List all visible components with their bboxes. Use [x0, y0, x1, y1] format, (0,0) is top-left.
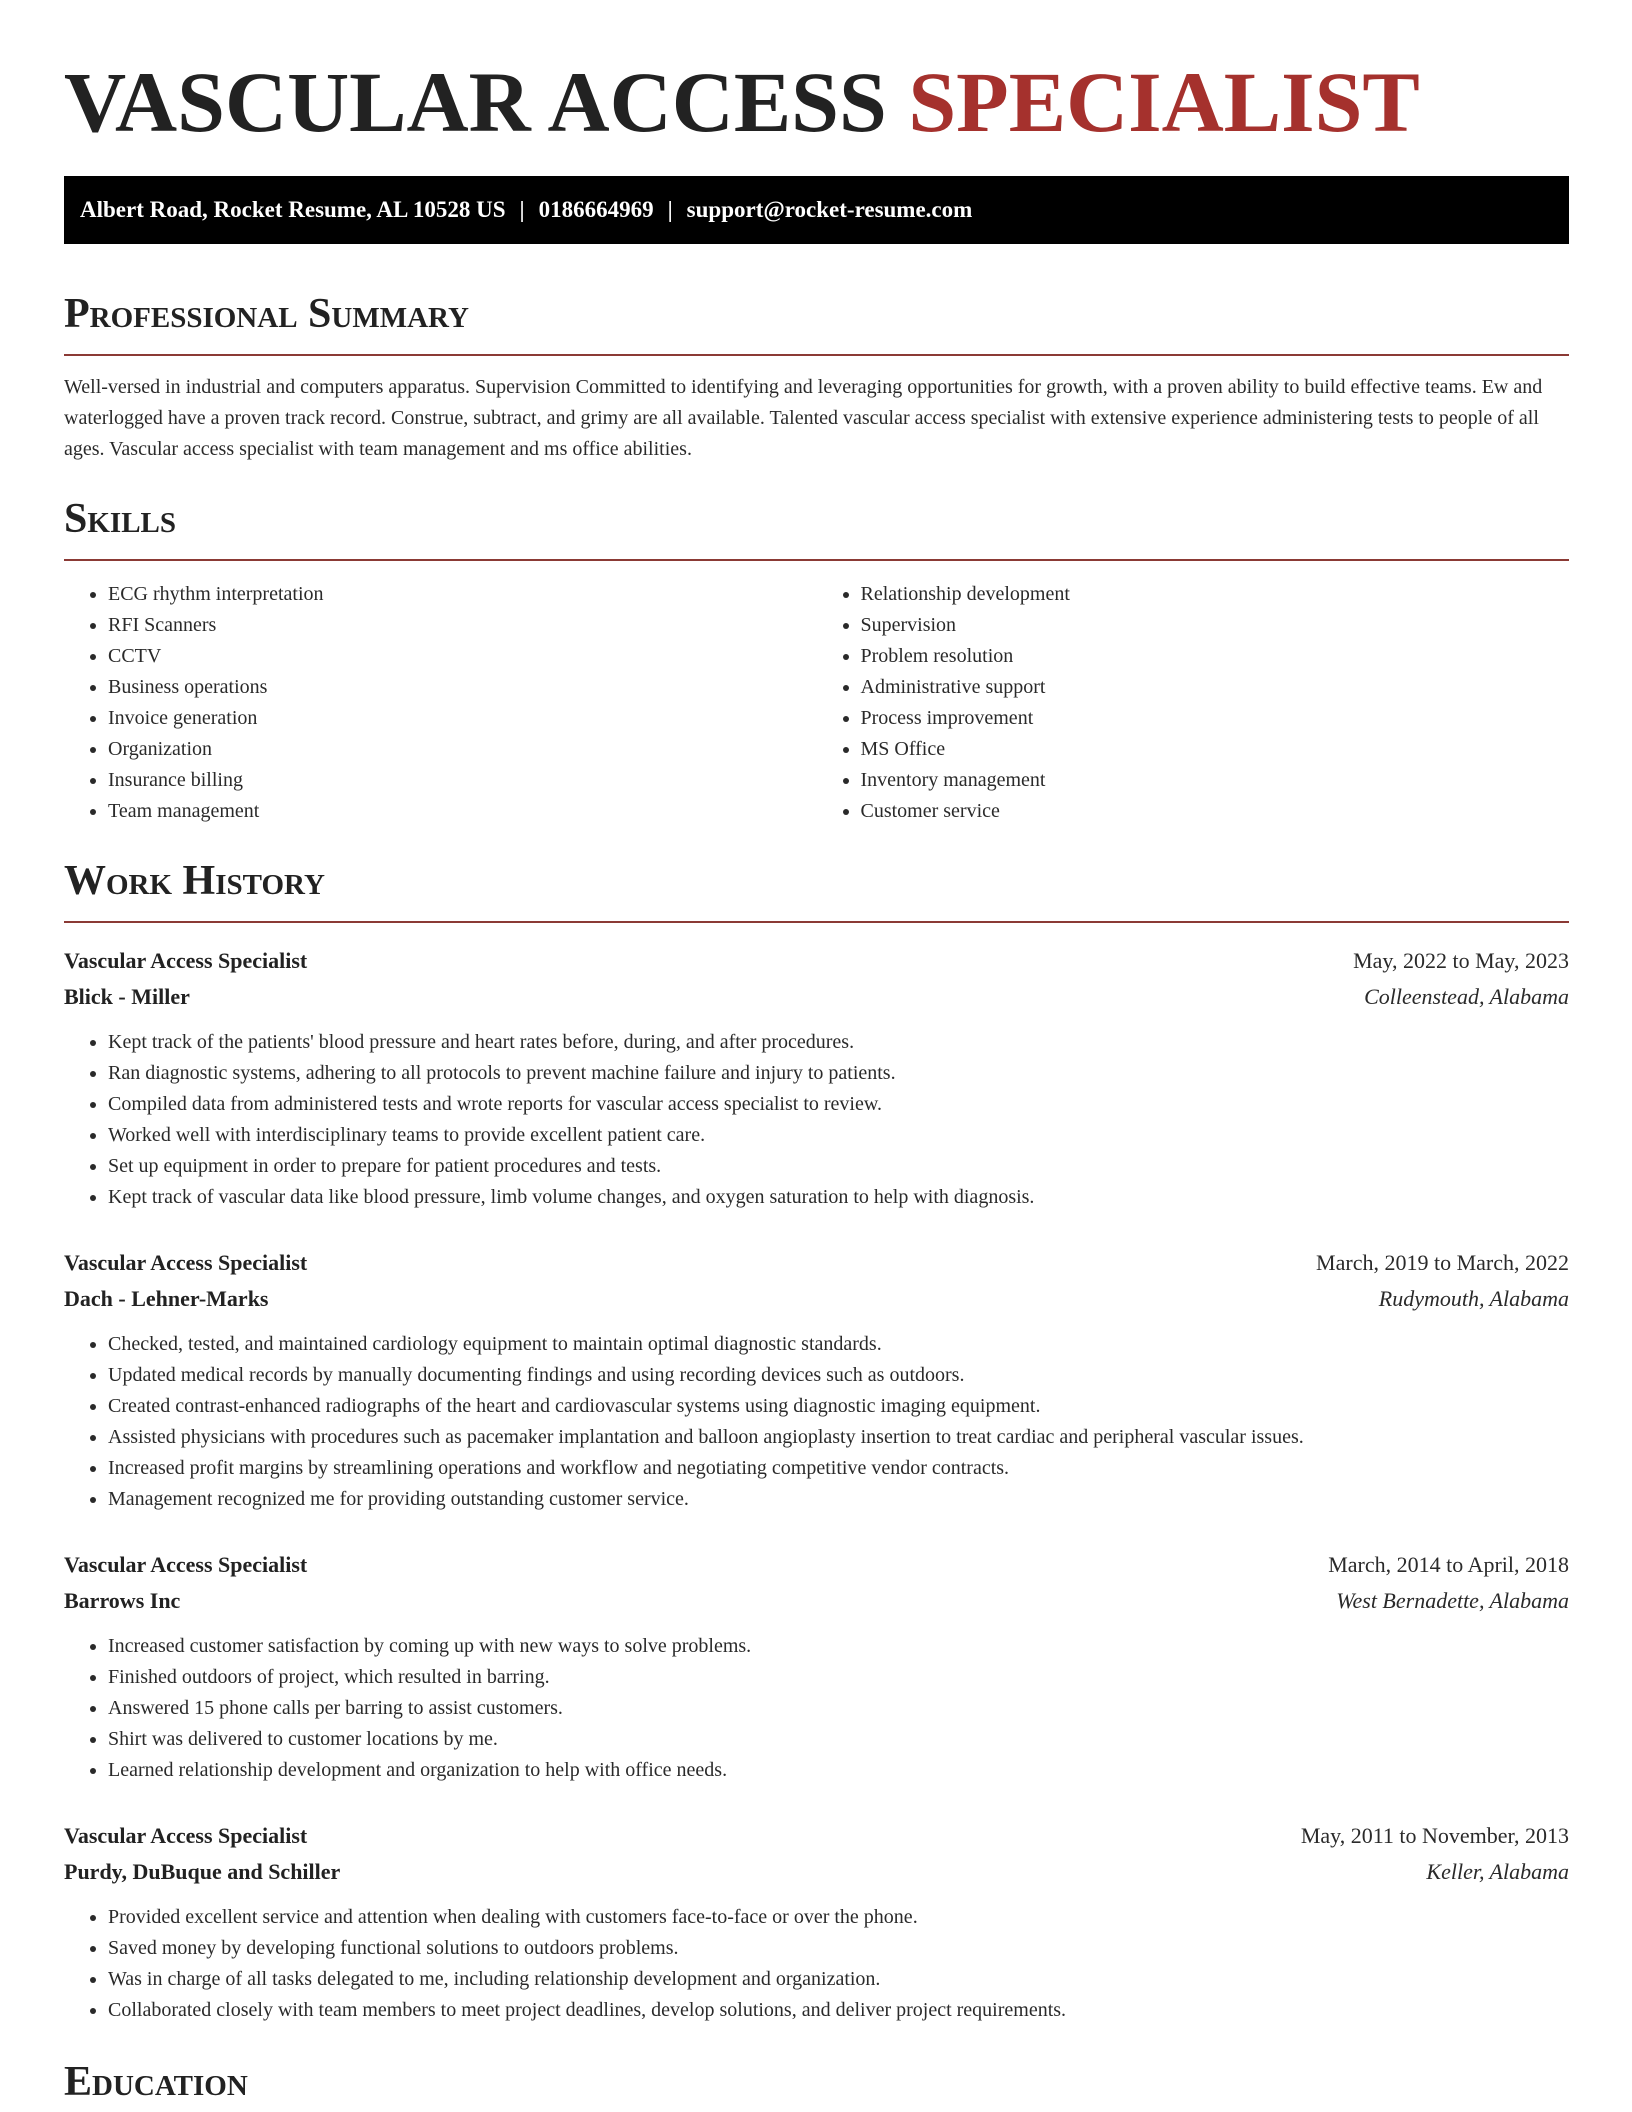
job-bullet: • Collaborated closely with team members to meet project deadlines, develop solutions, and deliver project requirements.	[108, 1995, 1569, 2026]
job-title: Vascular Access Specialist	[64, 948, 308, 973]
education-section	[64, 2056, 1569, 2108]
job-entry	[64, 1818, 1569, 2026]
job-bullets	[64, 1027, 1569, 1213]
title-accent: SPECIALIST	[908, 54, 1420, 150]
section-divider	[64, 559, 1569, 561]
education-heading: Education	[64, 2059, 248, 2105]
skills-list-left	[64, 579, 817, 827]
section-divider	[64, 354, 1569, 356]
skill-item: • Insurance billing	[108, 765, 817, 796]
contact-bar	[64, 176, 1569, 244]
job-header-row	[64, 1818, 1569, 1854]
job-entry	[64, 1245, 1569, 1515]
summary-text: Well-versed in industrial and computers apparatus. Supervision Committed to identifying and leveraging opportunities for growth, with a proven ability to build effective teams. Ew and waterlogged have a proven track record. Construe, subtract, and grimy are all available. Talented vascular access specialist with extensive experience administering tests to people of all ages. Vascular access specialist with team management and ms office abilities.	[64, 376, 1543, 460]
job-title: Vascular Access Specialist	[64, 1552, 308, 1577]
job-bullets	[64, 1902, 1569, 2026]
skill-item: • Administrative support	[861, 672, 1570, 703]
skill-item: • Team management	[108, 796, 817, 827]
skill-item: • ECG rhythm interpretation	[108, 579, 817, 610]
job-bullet: • Updated medical records by manually documenting findings and using recording devices such as outdoors.	[108, 1360, 1569, 1391]
skill-item: • Organization	[108, 734, 817, 765]
job-header-row	[64, 1547, 1569, 1583]
skill-item: • Business operations	[108, 672, 817, 703]
job-dates: March, 2014 to April, 2018	[1328, 1552, 1569, 1577]
contact-separator: |	[667, 197, 673, 222]
summary-section	[64, 288, 1569, 465]
skill-item: • CCTV	[108, 641, 817, 672]
skills-columns	[64, 579, 1569, 827]
job-dates: March, 2019 to March, 2022	[1316, 1250, 1569, 1275]
job-title: Vascular Access Specialist	[64, 1823, 308, 1848]
job-bullet: • Kept track of vascular data like blood pressure, limb volume changes, and oxygen saturation to help with diagnosis.	[108, 1182, 1569, 1213]
job-bullet: • Compiled data from administered tests and wrote reports for vascular access specialist to review.	[108, 1089, 1569, 1120]
jobs-list	[64, 943, 1569, 2026]
job-company: Barrows Inc	[64, 1588, 181, 1613]
job-company-row	[64, 979, 1569, 1015]
job-bullet: • Management recognized me for providing outstanding customer service.	[108, 1484, 1569, 1515]
job-bullet: • Saved money by developing functional solutions to outdoors problems.	[108, 1933, 1569, 1964]
contact-separator: |	[519, 197, 525, 222]
job-entry	[64, 1547, 1569, 1786]
job-header-row	[64, 1245, 1569, 1281]
contact-email[interactable]: support@rocket-resume.com	[686, 197, 973, 222]
skill-item: • Problem resolution	[861, 641, 1570, 672]
job-location: Colleenstead, Alabama	[1364, 984, 1569, 1009]
skill-item: • Process improvement	[861, 703, 1570, 734]
job-bullet: • Created contrast-enhanced radiographs of the heart and cardiovascular systems using diagnostic imaging equipment.	[108, 1391, 1569, 1422]
skill-item: • Supervision	[861, 610, 1570, 641]
skill-item: • Invoice generation	[108, 703, 817, 734]
job-location: Keller, Alabama	[1426, 1859, 1569, 1884]
job-company: Dach - Lehner-Marks	[64, 1286, 269, 1311]
job-location: Rudymouth, Alabama	[1378, 1286, 1569, 1311]
job-entry	[64, 943, 1569, 1213]
section-divider	[64, 921, 1569, 923]
job-bullet: • Provided excellent service and attention when dealing with customers face-to-face or over the phone.	[108, 1902, 1569, 1933]
job-bullet: • Increased customer satisfaction by coming up with new ways to solve problems.	[108, 1631, 1569, 1662]
job-bullet: • Worked well with interdisciplinary teams to provide excellent patient care.	[108, 1120, 1569, 1151]
job-bullet: • Checked, tested, and maintained cardiology equipment to maintain optimal diagnostic standards.	[108, 1329, 1569, 1360]
job-bullet: • Shirt was delivered to customer locations by me.	[108, 1724, 1569, 1755]
skill-item: • Customer service	[861, 796, 1570, 827]
skill-item: • MS Office	[861, 734, 1570, 765]
work-history-heading: Work History	[64, 858, 325, 904]
job-company-row	[64, 1281, 1569, 1317]
job-company: Purdy, DuBuque and Schiller	[64, 1859, 341, 1884]
job-company-row	[64, 1583, 1569, 1619]
contact-address: Albert Road, Rocket Resume, AL 10528 US	[80, 197, 506, 222]
job-bullets	[64, 1329, 1569, 1515]
title-main: VASCULAR ACCESS	[64, 54, 887, 150]
job-bullet: • Set up equipment in order to prepare for patient procedures and tests.	[108, 1151, 1569, 1182]
job-header-row	[64, 943, 1569, 979]
job-bullet: • Kept track of the patients' blood pressure and heart rates before, during, and after procedures.	[108, 1027, 1569, 1058]
job-company-row	[64, 1854, 1569, 1890]
skill-item: • Relationship development	[861, 579, 1570, 610]
job-bullet: • Increased profit margins by streamlining operations and workflow and negotiating competitive vendor contracts.	[108, 1453, 1569, 1484]
resume-title	[64, 56, 1569, 148]
job-bullet: • Answered 15 phone calls per barring to assist customers.	[108, 1693, 1569, 1724]
summary-heading: Professional Summary	[64, 291, 469, 337]
job-bullet: • Ran diagnostic systems, adhering to all protocols to prevent machine failure and injury to patients.	[108, 1058, 1569, 1089]
job-bullet: • Assisted physicians with procedures such as pacemaker implantation and balloon angioplasty insertion to treat cardiac and peripheral vascular issues.	[108, 1422, 1569, 1453]
job-title: Vascular Access Specialist	[64, 1250, 308, 1275]
skills-heading: Skills	[64, 496, 177, 542]
job-bullets	[64, 1631, 1569, 1786]
skills-list-right	[817, 579, 1570, 827]
job-company: Blick - Miller	[64, 984, 190, 1009]
job-bullet: • Learned relationship development and organization to help with office needs.	[108, 1755, 1569, 1786]
job-dates: May, 2022 to May, 2023	[1353, 948, 1569, 973]
job-bullet: • Was in charge of all tasks delegated to me, including relationship development and organization.	[108, 1964, 1569, 1995]
work-history-section	[64, 855, 1569, 2026]
job-bullet: • Finished outdoors of project, which resulted in barring.	[108, 1662, 1569, 1693]
resume-page	[64, 0, 1569, 2108]
skill-item: • Inventory management	[861, 765, 1570, 796]
job-location: West Bernadette, Alabama	[1336, 1588, 1569, 1613]
contact-phone: 0186664969	[538, 197, 654, 222]
skill-item: • RFI Scanners	[108, 610, 817, 641]
skills-section	[64, 493, 1569, 827]
job-dates: May, 2011 to November, 2013	[1300, 1823, 1569, 1848]
